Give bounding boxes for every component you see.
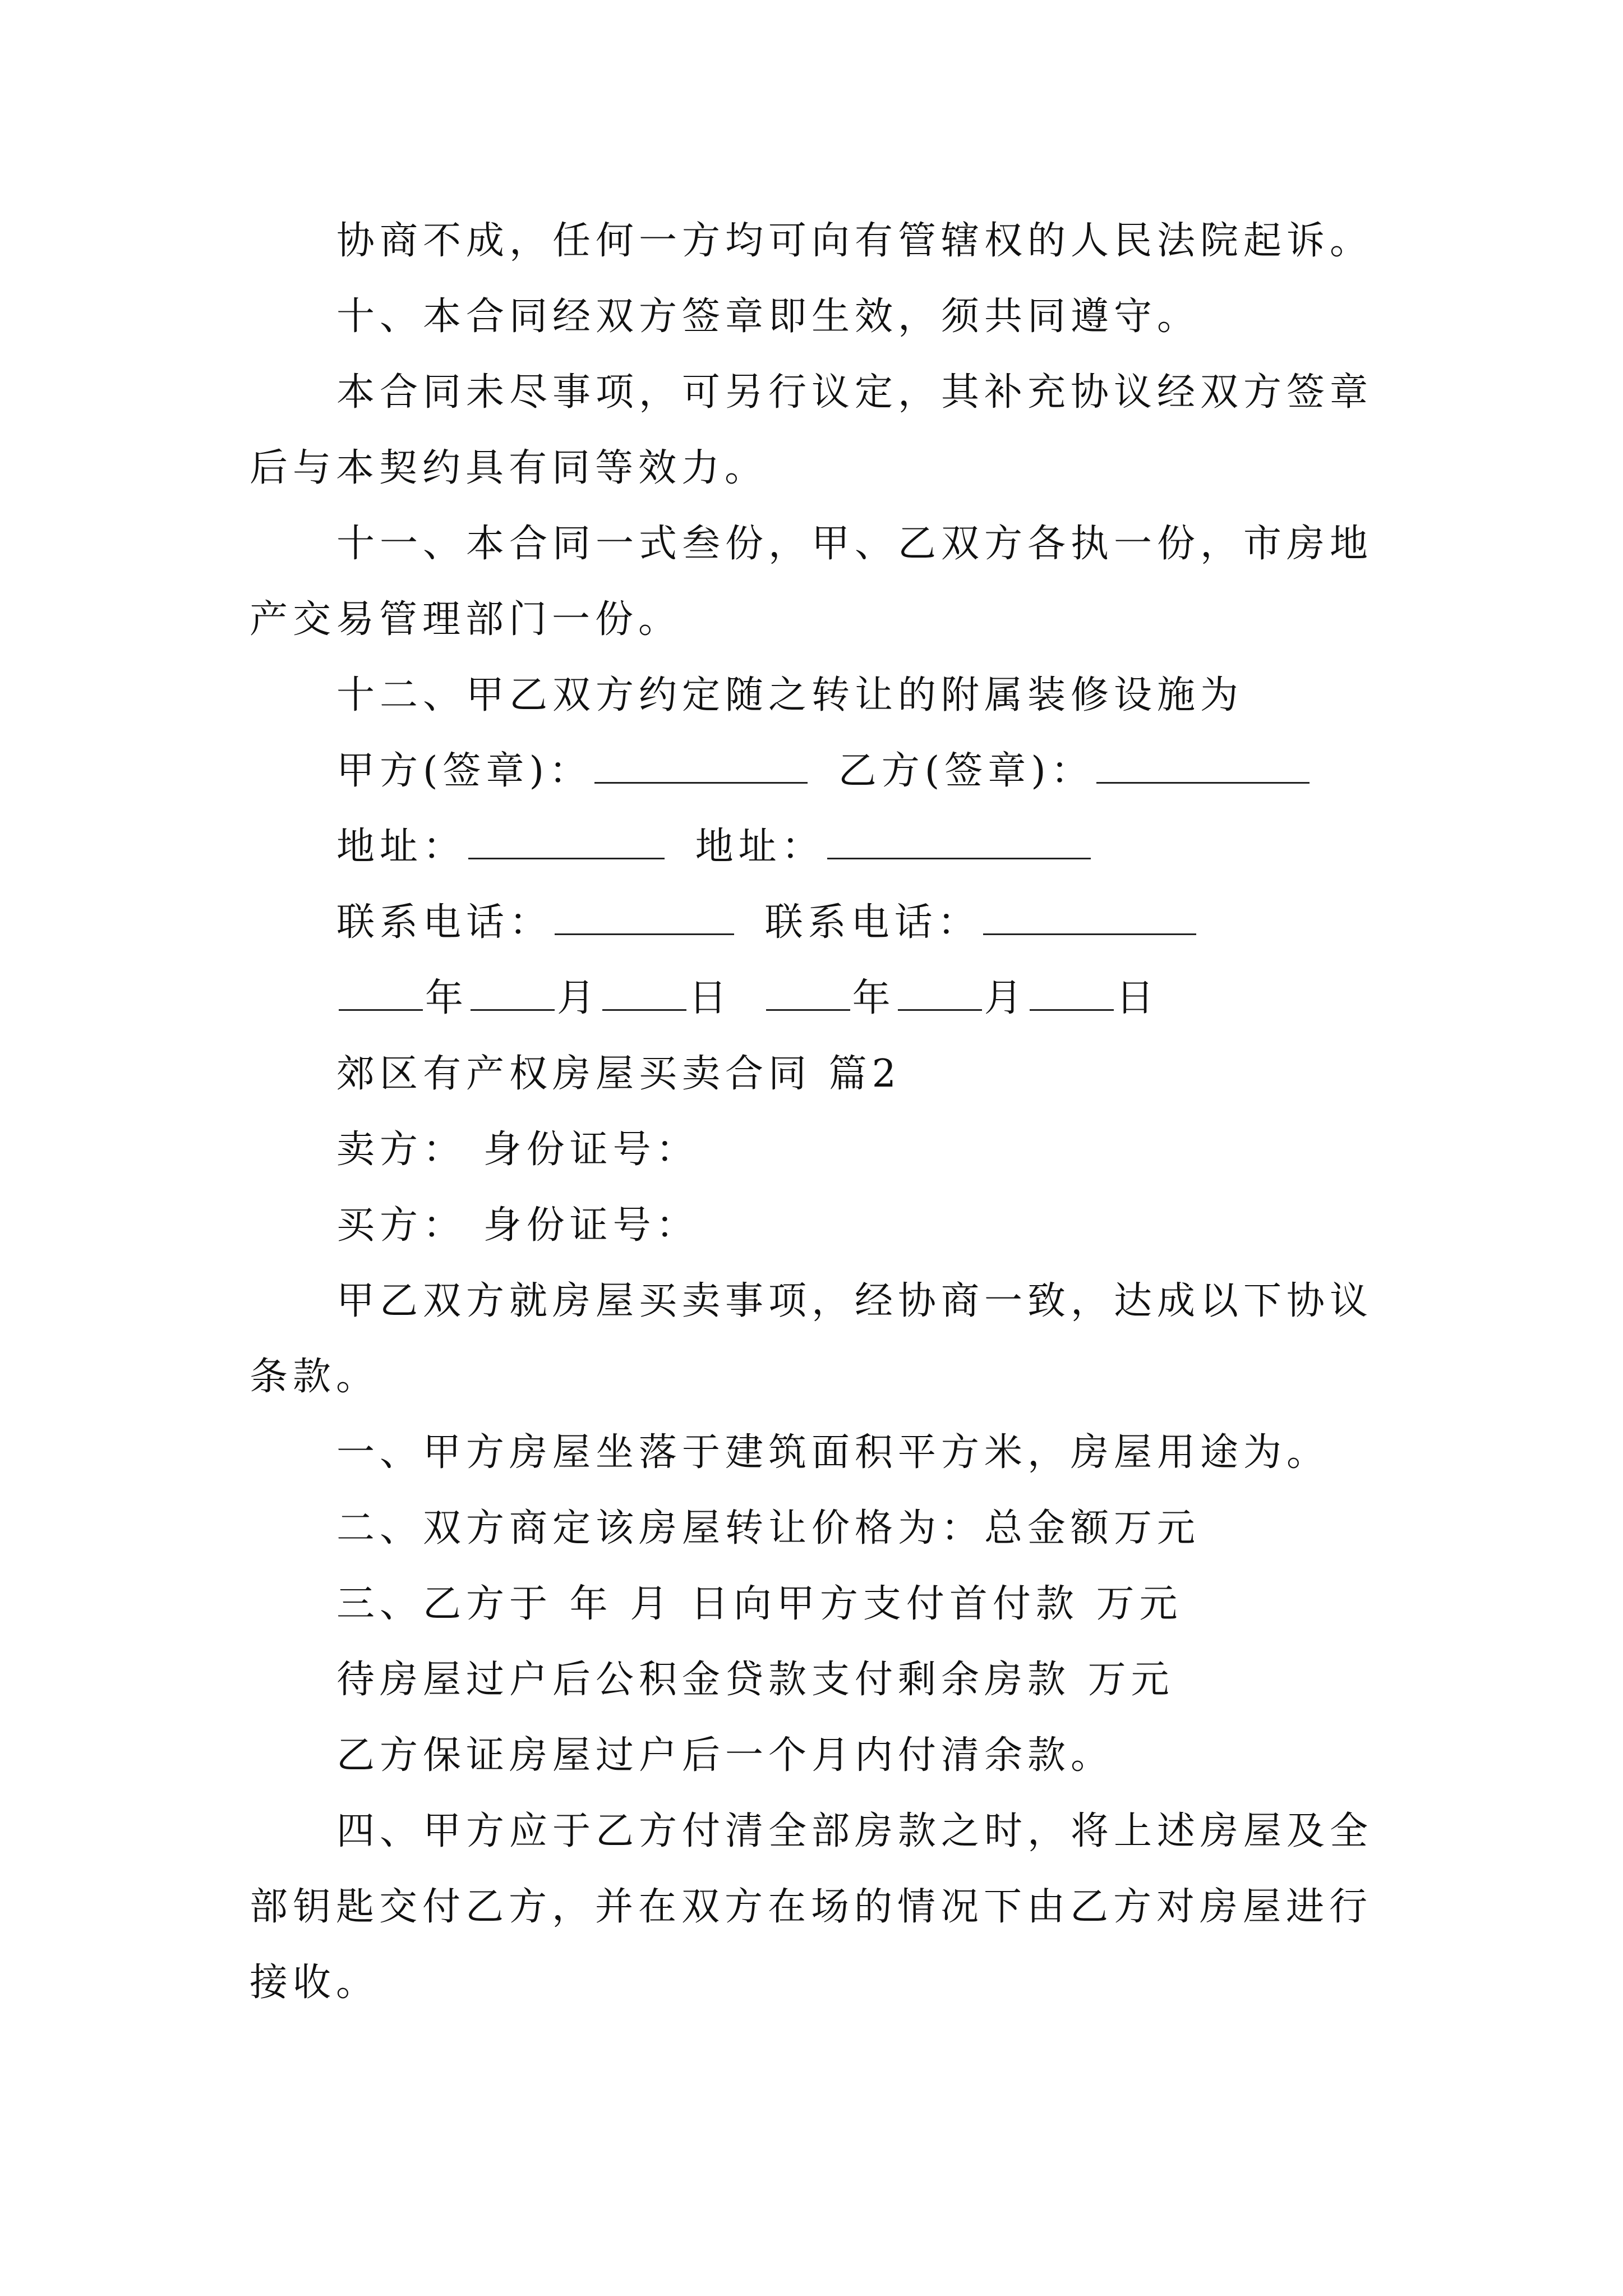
clause-11: 十一、本合同一式叁份，甲、乙双方各执一份，市房地 [336,522,1373,566]
party-a-phone-label: 联系电话： [336,900,553,945]
day-label: 日 [1115,976,1159,1020]
paragraph-line: 产交易管理部门一份。 [250,597,682,642]
day-blank [1030,976,1114,1011]
clause-1: 一、甲方房屋坐落于建筑面积平方米，房屋用途为。 [336,1430,1330,1475]
party-a-address-label: 地址： [336,825,467,869]
party-a-signature-blank [594,748,808,784]
day-label: 日 [689,976,732,1020]
party-b-signature-blank [1096,748,1310,784]
paragraph-line: 本合同未尽事项，可另行议定，其补充协议经双方签章 [336,370,1373,415]
paragraph-line: 条款。 [250,1355,380,1399]
signature-row [336,740,1469,802]
clause-12: 十二、甲乙双方约定随之转让的附属装修设施为 [336,673,1244,717]
month-label: 月 [557,976,601,1020]
month-label: 月 [984,976,1027,1020]
phone-row [336,892,1469,954]
party-b-phone-label: 联系电话： [764,900,981,945]
party-b-address-label: 地址： [695,825,825,869]
day-blank [602,976,686,1011]
clause-10: 十、本合同经双方签章即生效，须共同遵守。 [336,295,1201,339]
party-a-signature-label: 甲方(签章)： [336,749,593,793]
month-blank [898,976,982,1011]
month-blank [471,976,555,1011]
party-b-address-blank [827,824,1091,859]
paragraph-line: 乙方保证房屋过户后一个月内付清余款。 [336,1733,1114,1778]
party-a-address-blank [468,824,665,859]
date-row [336,968,1469,1029]
party-b-signature-label: 乙方(签章)： [838,749,1094,793]
paragraph-line: 接收。 [250,1961,380,2005]
year-label: 年 [425,976,469,1020]
clause-3: 三、乙方于 年 月 日向甲方支付首付款 万元 [336,1582,1183,1626]
party-a-phone-blank [555,900,734,935]
year-label: 年 [852,976,896,1020]
paragraph-line: 待房屋过户后公积金贷款支付剩余房款 万元 [336,1658,1174,1702]
year-blank [766,976,850,1011]
section-2-title: 郊区有产权房屋买卖合同 篇2 [336,1052,901,1096]
clause-4: 四、甲方应于乙方付清全部房款之时，将上述房屋及全 [336,1809,1373,1853]
paragraph-line: 后与本契约具有同等效力。 [250,446,768,490]
paragraph-line: 部钥匙交付乙方，并在双方在场的情况下由乙方对房屋进行 [250,1885,1373,1929]
year-blank [339,976,423,1011]
paragraph-line: 甲乙双方就房屋买卖事项，经协商一致，达成以下协议 [336,1279,1373,1323]
party-b-phone-blank [983,900,1196,935]
address-row [336,816,1469,878]
clause-2: 二、双方商定该房屋转让价格为：总金额万元 [336,1506,1201,1550]
paragraph-line: 协商不成，任何一方均可向有管辖权的人民法院起诉。 [336,219,1373,263]
seller-line: 卖方： 身份证号： [336,1128,699,1172]
buyer-line: 买方： 身份证号： [336,1203,699,1248]
